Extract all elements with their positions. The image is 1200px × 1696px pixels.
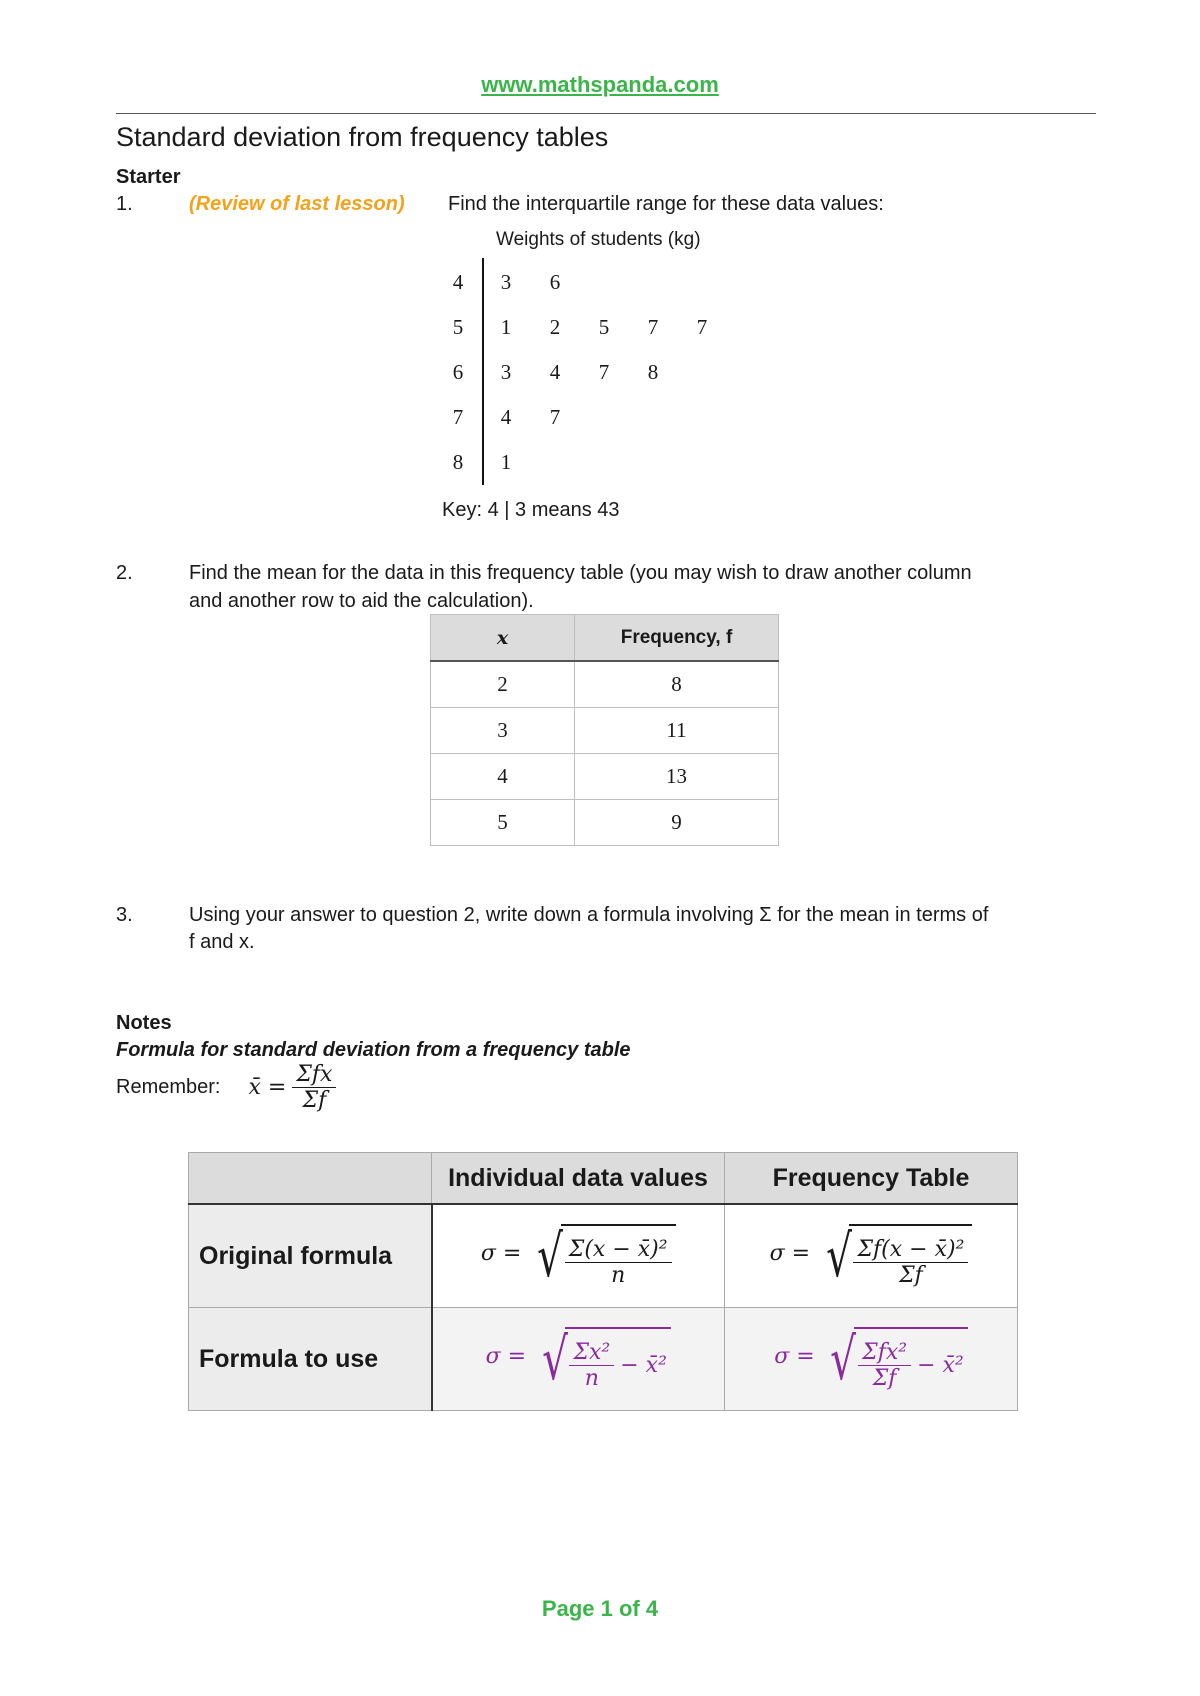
q1-text: Find the interquartile range for these data values:	[448, 193, 884, 215]
freq-header-x: x	[431, 615, 575, 662]
stem-leaf-key: Key: 4 | 3 means 43	[442, 499, 620, 521]
sigma-symbol: σ =	[774, 1344, 815, 1370]
minus-mean-squared: − x̄²	[620, 1352, 667, 1378]
mean-numerator: Σfx	[292, 1062, 336, 1088]
use-freq-numerator: Σfx²	[858, 1340, 911, 1366]
orig-individual-numerator: Σ(x − x̄)²	[565, 1237, 672, 1263]
header-rule	[116, 113, 1096, 114]
frequency-value: 8	[575, 661, 779, 708]
stem-value: 7	[452, 405, 464, 429]
q2-number: 2.	[116, 562, 133, 584]
orig-freq-denominator: Σf	[899, 1262, 923, 1288]
sd-row-to-use: Formula to use	[189, 1308, 432, 1411]
table-row	[431, 800, 779, 846]
stem-value: 6	[452, 360, 464, 384]
notes-heading: Notes	[116, 1012, 172, 1034]
use-freq-denominator: Σf	[872, 1365, 897, 1391]
q3-line2: f and x.	[189, 931, 255, 953]
use-freq-formula	[725, 1308, 1018, 1411]
table-row	[431, 754, 779, 800]
sqrt-sign: √ $\frac{\text{Σ(x − x̄)²}}{n}$	[526, 1216, 676, 1296]
sigma-symbol: σ =	[480, 1241, 522, 1267]
frequency-value: 11	[575, 708, 779, 754]
website-link[interactable]: www.mathspanda.com	[481, 72, 719, 97]
orig-individual-formula	[432, 1204, 725, 1308]
page-number: Page 1 of 4	[541, 1596, 659, 1621]
minus-mean-squared: − x̄²	[917, 1352, 964, 1378]
leaf-value: 7	[598, 360, 610, 384]
stem-value: 4	[452, 270, 464, 294]
x-value: 4	[431, 754, 575, 800]
stem-leaf-title: Weights of students (kg)	[496, 229, 701, 250]
frequency-value: 9	[575, 800, 779, 846]
leaf-value: 3	[500, 360, 512, 384]
stem-leaf-divider	[482, 258, 484, 485]
mean-symbol: x̄ =	[248, 1075, 287, 1100]
freq-header-f: Frequency, f	[575, 615, 779, 662]
stem-value: 8	[452, 450, 464, 474]
q1-review-tag: (Review of last lesson)	[189, 193, 405, 215]
q3-number: 3.	[116, 904, 133, 926]
x-value: 3	[431, 708, 575, 754]
leaf-value: 5	[598, 315, 610, 339]
leaf-value: 7	[647, 315, 659, 339]
table-row	[431, 708, 779, 754]
leaf-value: 4	[549, 360, 561, 384]
frequency-value: 13	[575, 754, 779, 800]
use-individual-formula	[432, 1308, 725, 1411]
leaf-value: 7	[549, 405, 561, 429]
remember-label: Remember:	[116, 1076, 221, 1098]
use-individual-numerator: Σx²	[569, 1340, 614, 1366]
leaf-value: 1	[500, 450, 512, 474]
q3-line1: Using your answer to question 2, write down a formula involving Σ for the mean in terms of	[189, 904, 989, 926]
page-title: Standard deviation from frequency tables	[116, 122, 609, 152]
mean-fraction	[292, 1062, 336, 1113]
sqrt-sign: √ $\frac{\text{Σf(x − x̄)²}}{\Sigma f}$	[815, 1216, 973, 1296]
leaf-value: 8	[647, 360, 659, 384]
stem-value: 5	[452, 315, 464, 339]
orig-freq-formula	[725, 1204, 1018, 1308]
frequency-table	[430, 614, 779, 846]
q2-line1: Find the mean for the data in this frequency table (you may wish to draw another column	[189, 562, 972, 584]
sqrt-sign: √ $\frac{\text{Σx²}}{n}$ − x̄²	[531, 1319, 671, 1399]
x-value: 5	[431, 800, 575, 846]
sqrt-sign: √ $\frac{\text{Σfx²}}{\Sigma f}$ − x̄²	[819, 1319, 968, 1399]
leaf-value: 6	[549, 270, 561, 294]
q2-line2: and another row to aid the calculation).	[189, 590, 534, 612]
x-value: 2	[431, 661, 575, 708]
remember-formula	[116, 1062, 336, 1113]
use-individual-denominator: n	[584, 1365, 599, 1391]
leaf-value: 7	[696, 315, 708, 339]
notes-subheading: Formula for standard deviation from a frequency table	[116, 1039, 631, 1061]
sd-corner-cell	[189, 1153, 432, 1205]
leaf-value: 4	[500, 405, 512, 429]
table-row	[431, 661, 779, 708]
sd-formula-table	[188, 1152, 1018, 1411]
sigma-symbol: σ =	[769, 1241, 811, 1267]
sd-row-original: Original formula	[189, 1204, 432, 1308]
sd-header-frequency: Frequency Table	[725, 1153, 1018, 1205]
leaf-value: 3	[500, 270, 512, 294]
leaf-value: 2	[549, 315, 561, 339]
mean-denominator: Σf	[302, 1088, 327, 1113]
sigma-symbol: σ =	[485, 1344, 527, 1370]
orig-individual-denominator: n	[611, 1262, 626, 1288]
sd-header-individual: Individual data values	[432, 1153, 725, 1205]
starter-heading: Starter	[116, 166, 181, 188]
leaf-value: 1	[500, 315, 512, 339]
orig-freq-numerator: Σf(x − x̄)²	[853, 1237, 968, 1263]
q1-number: 1.	[116, 193, 133, 215]
